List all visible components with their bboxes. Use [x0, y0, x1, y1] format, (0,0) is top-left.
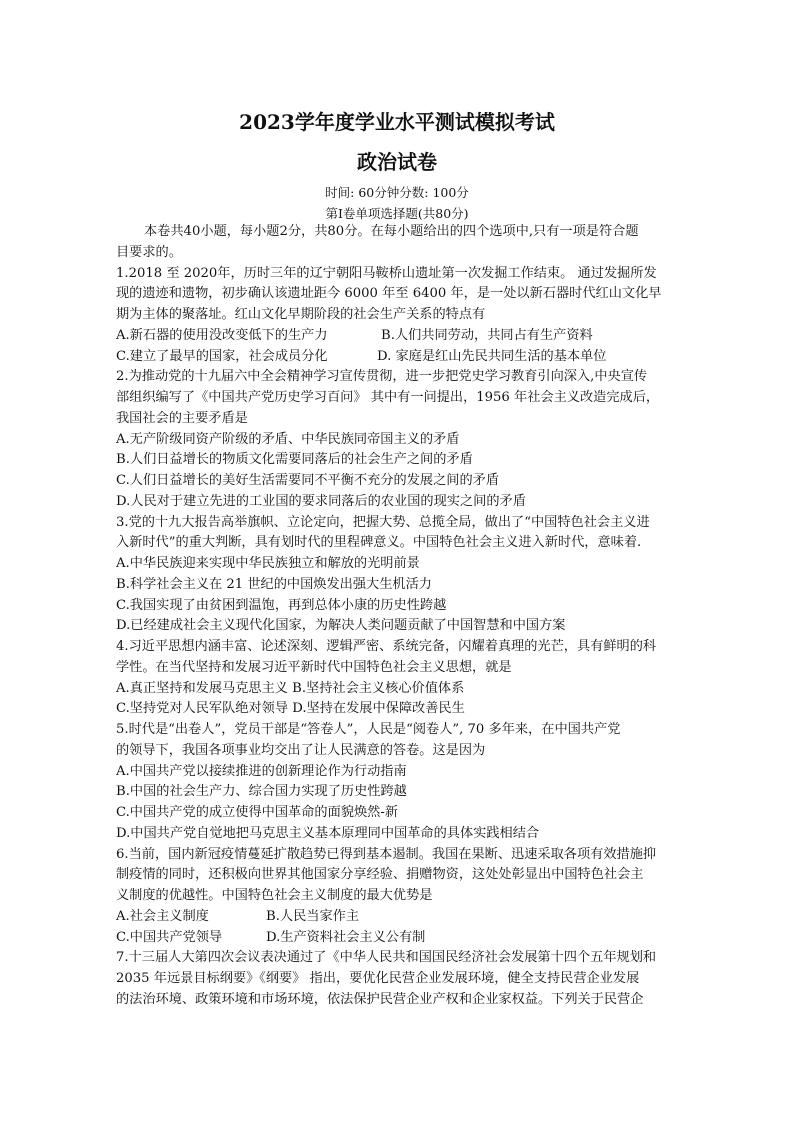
text-line: D.中国共产党自觉地把马克思主义基本原理同中国革命的具体实践相结合: [116, 825, 540, 841]
option-text: D. 家庭是红山先民共同生活的基本单位: [377, 348, 607, 364]
text-line: 学性。在当代坚持和发展习近平新时代中国特色社会主义思想，就是: [116, 659, 512, 675]
text-line: 1.2018 至 2020年，历时三年的辽宁朝阳马鞍桥山遗址第一次发掘工作结束。 通过发掘所发: [116, 265, 657, 281]
option-text: C.中国共产党领导: [116, 929, 223, 945]
text-line: 6.当前，国内新冠疫情蔓延扩散趋势已得到基本遏制。我国在果断、迅速采取各项有效措施抑: [116, 846, 657, 862]
text-line: 4.习近平思想内涵丰富、论述深刻、逻辑严密、系统完备，闪耀着真理的光芒，具有鲜明的科: [116, 639, 657, 654]
text-line: A.中华民族迎来实现中华民族独立和解放的光明前景: [116, 556, 420, 571]
option-text: A.新石器的使用没改变低下的生产力: [116, 327, 328, 343]
text-line: D.人民对于建立先进的工业国的要求同落后的农业国的现实之间的矛盾: [116, 493, 526, 509]
text-line: C.中国共产党的成立使得中国革命的面貌焕然-新: [116, 805, 399, 820]
text-line: A.无产阶级同资产阶级的矛盾、中华民族同帝国主义的矛盾: [116, 431, 460, 447]
text-line: 我国社会的主要矛盾是: [116, 410, 248, 426]
text-line: 2035 年远景目标纲要》《纲要》 指出，要优化民营企业发展环境，健全支持民营企业发展: [116, 971, 640, 986]
text-line: 的法治环境、政策环境和市场环境，依法保护民营企业产权和企业家权益。下列关于民营企: [116, 991, 644, 1007]
text-line: 2.为推动党的十九届六中全会精神学习宣传贯彻，进一步把党史学习教育引向深入,中央宣传: [116, 369, 648, 385]
option-row: [116, 326, 684, 347]
option-text: B.人们共同劳动，共同占有生产资料: [381, 327, 593, 343]
text-line: 5.时代是“出卷人”，党员干部是“答卷人”，人民是“阅卷人”, 70 多年来，在中国共产党: [116, 722, 621, 737]
text-line: 期为主体的聚落址。红山文化早期阶段的社会生产关系的特点有: [116, 307, 486, 322]
option-row: [116, 928, 684, 949]
text-line: B.科学社会主义在 21 世纪的中国焕发出强大生机活力: [116, 576, 432, 592]
text-line: A.真正坚持和发展马克思主义 B.坚持社会主义核心价值体系: [116, 680, 465, 696]
text-line: 7.十三届人大第四次会议表决通过了《中华人民共和国国民经济社会发展第十四个五年规划和: [116, 950, 657, 966]
text-line: 目要求的。: [116, 244, 182, 260]
text-line: 本卷共40小题，每小题2分，共80分。在每小题给出的四个选项中,只有一项是符合题: [144, 224, 639, 239]
text-line: C.坚持党对人民军队绝对领导 D.坚持在发展中保障改善民生: [116, 701, 465, 717]
exam-title: 2023学年度学业水平测试模拟考试: [239, 110, 555, 134]
text-line: C.人们日益增长的美好生活需要同不平衡不充分的发展之间的矛盾: [116, 473, 500, 488]
text-line: 制疫情的同时，还积极向世界其他国家分享经验、捐赠物资，这处处彰显出中国特色社会主: [116, 867, 644, 883]
text-line: 入新时代”的重大判断，具有划时代的里程碑意义。中国特色社会主义进入新时代，意味着.: [116, 535, 642, 551]
text-line: B.中国的社会生产力、综合国力实现了历史性跨越: [116, 784, 407, 800]
text-line: 3.党的十九大报告高举旗帜、立论定向，把握大势、总揽全局，做出了“中国特色社会主义进: [116, 514, 650, 530]
exam-subject: 政治试卷: [357, 150, 437, 174]
text-line: C.我国实现了由贫困到温饱，再到总体小康的历史性跨越: [116, 597, 447, 613]
text-line: 的领导下，我国各项事业均交出了让人民满意的答卷。这是因为: [116, 742, 486, 758]
option-row: [116, 347, 684, 368]
text-line: A.中国共产党以接续推进的创新理论作为行动指南: [116, 763, 407, 779]
option-text: B.人民当家作主: [266, 908, 360, 924]
time-score-info: 时间: 60分钟分数: 100分: [325, 185, 469, 200]
option-text: C.建立了最早的国家，社会成员分化: [116, 348, 328, 364]
section-heading: 第Ⅰ卷单项选择题(共80分): [325, 206, 469, 221]
text-line: 部组织编写了《中国共产党历史学习百问》 其中有一问提出，1956 年社会主义改造完成后，: [116, 390, 660, 405]
text-line: 现的遗迹和遗物，初步确认该遗址距今 6000 年至 6400 年，是一处以新石器时代红山文化早: [116, 286, 662, 302]
question-body: [116, 222, 684, 1011]
text-line: B.人们日益增长的物质文化需要同落后的社会生产之间的矛盾: [116, 452, 473, 468]
text-line: 义制度的优越性。中国特色社会主义制度的最大优势是: [116, 888, 433, 903]
text-line: D.已经建成社会主义现代化国家，为解决人类问题贡献了中国智慧和中国方案: [116, 618, 566, 634]
option-text: D.生产资料社会主义公有制: [266, 929, 426, 945]
option-text: A.社会主义制度: [116, 908, 209, 924]
option-row: [116, 907, 684, 928]
